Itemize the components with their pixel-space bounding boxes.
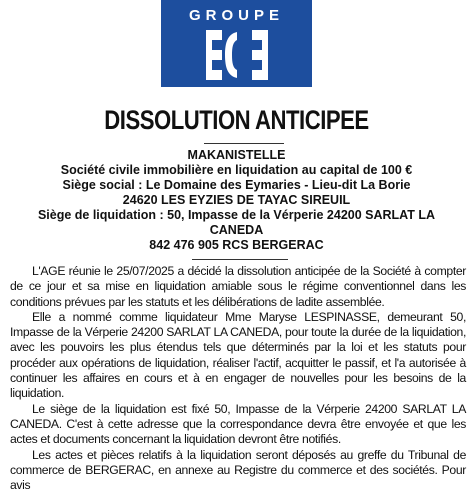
groupe-logo [161,0,312,87]
title-divider [204,143,284,144]
paragraph-filing: Les actes et pièces relatifs à la liquidation seront déposés au greffe du Tribunal de commerce de BERGERAC, en annexe au Registre du commerce et des sociétés. Pour avis [10,447,466,493]
paragraph-liquidation-seat: Le siège de la liquidation est fixé 50, Impasse de la Vérperie 24200 SARLAT LA CANEDA. C'est à cette adresse que la correspondance devra être envoyée et que les actes et documents concernant la liquidation devront être notifiés. [10,401,466,447]
notice-body [10,264,466,493]
company-name: MAKANISTELLE [187,148,286,162]
logo-brand-text: GROUPE [188,7,284,24]
groupe-ece-mark-icon [206,30,268,80]
company-type: Société civile immobilière en liquidation au capital de 100 € [60,163,413,177]
registered-office-city: 24620 LES EYZIES DE TAYAC SIREUIL [122,193,351,207]
liquidation-office-line1: Siège de liquidation : 50, Impasse de la Vérperie 24200 SARLAT LA [37,208,436,222]
company-details [30,148,443,253]
paragraph-liquidator: Elle a nommé comme liquidateur Mme Maryse LESPINASSE, demeurant 50, Impasse de la Vérperie 24200 SARLAT LA CANEDA, pour toute la durée de la liquidation, avec les pouvoirs les plus étendus tels que déterminés par la loi et les statuts pour procéder aux opérations de liquidation, réaliser l'actif, acquitter le passif, et l'a autorisée à continuer les affaires en cours et à en engager de nouvelles pour les besoins de la liquidation. [10,309,466,401]
rcs-number: 842 476 905 RCS BERGERAC [149,238,324,252]
details-divider [192,259,288,260]
paragraph-dissolution: L'AGE réunie le 25/07/2025 a décidé la dissolution anticipée de la Société à compter de ce jour et sa mise en liquidation amiable sous le régime conventionnel dans les conditions prévues par les statuts et les délibérations de ladite assemblée. [10,264,466,309]
registered-office: Siège social : Le Domaine des Eymaries - Lieu-dit La Borie [62,178,411,192]
notice-title: DISSOLUTION ANTICIPEE [104,105,369,135]
liquidation-office-line2: CANEDA [209,223,264,237]
